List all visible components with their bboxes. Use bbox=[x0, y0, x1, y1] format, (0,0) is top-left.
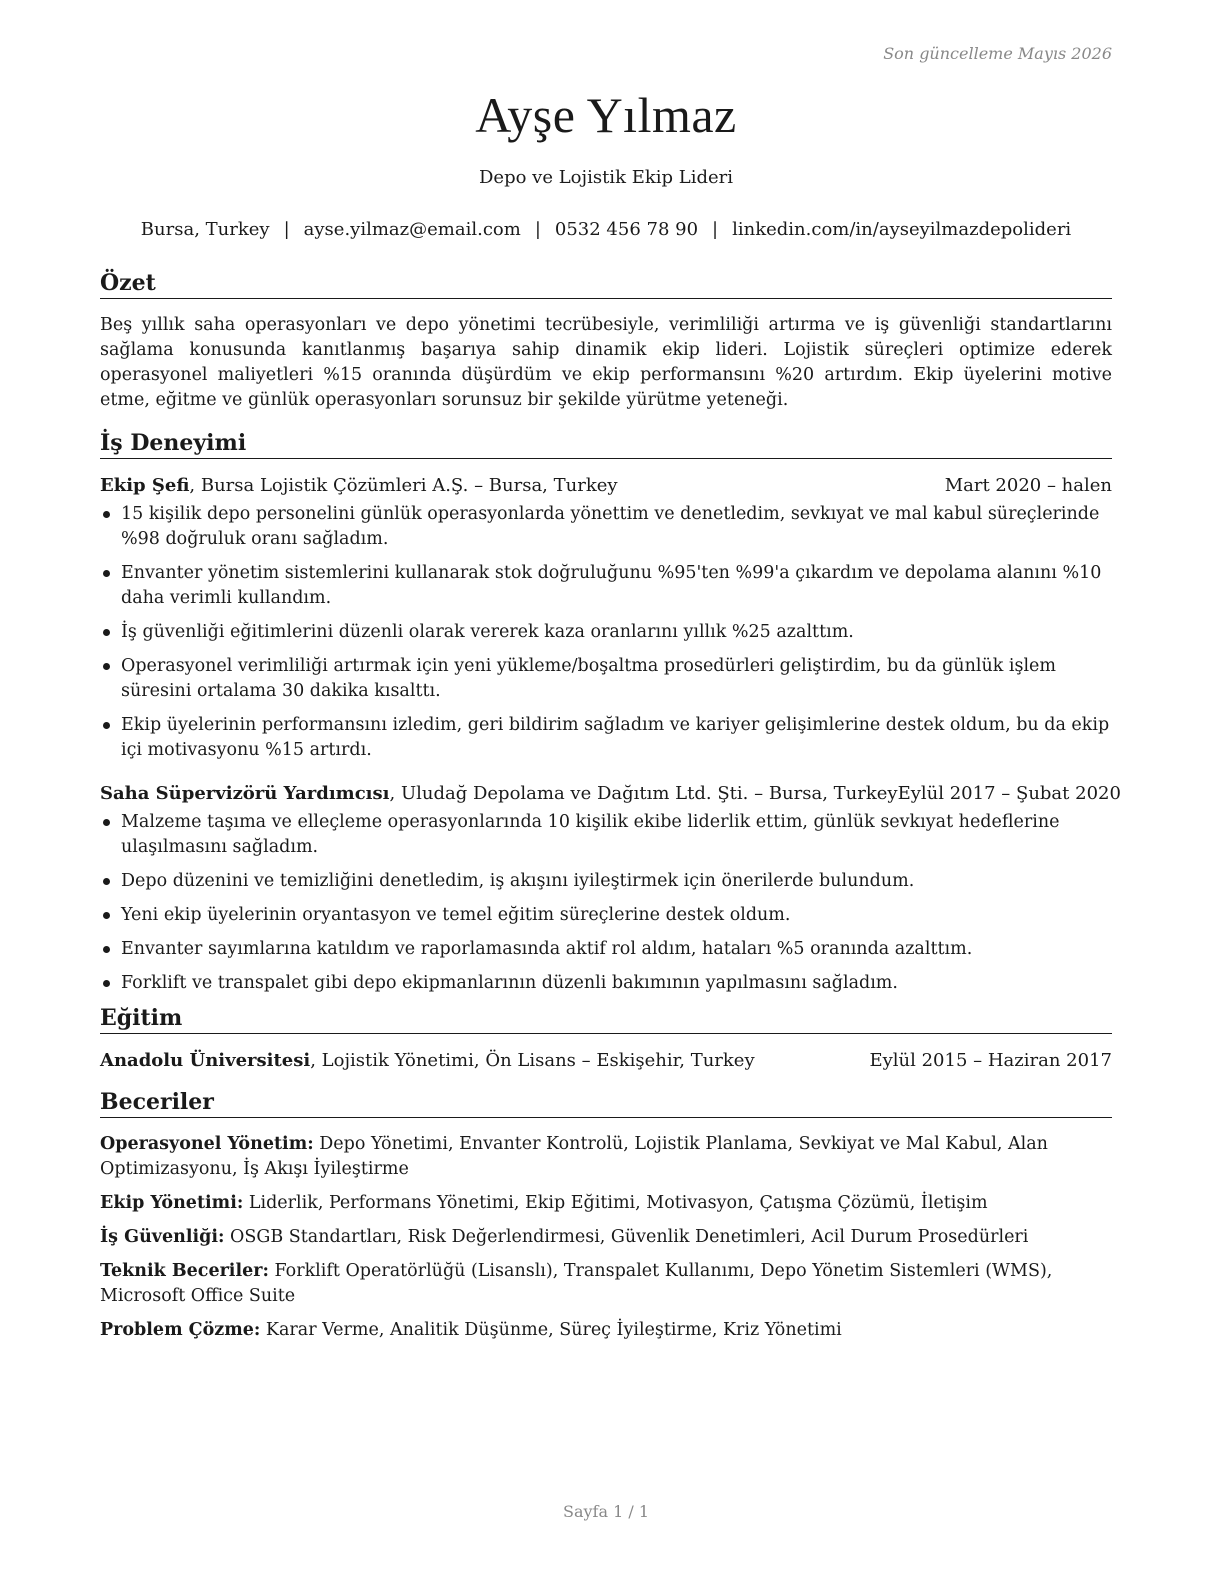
education-entry bbox=[100, 1048, 1112, 1073]
contact-separator: | bbox=[712, 219, 719, 240]
contact-line bbox=[100, 219, 1112, 240]
contact-linkedin[interactable]: linkedin.com/in/ayseyilmazdepolideri bbox=[732, 219, 1072, 240]
summary-text: Beş yıllık saha operasyonları ve depo yönetimi tecrübesiyle, verimliliği artırma ve iş güvenliği standartlarını sağlama konusunda kanıtlanmış başarıya sahip dinamik ekip lideri. Lojistik süreçleri optimize ederek operasyonel maliyetleri %15 oranında düşürdüm ve ekip performansını %20 artırdım. Ekip üyelerini motive etme, eğitme ve günlük operasyonları sorunsuz bir şekilde yürütme yeteneği. bbox=[100, 315, 1112, 410]
job-bullet: Operasyonel verimliliği artırmak için yeni yükleme/boşaltma prosedürleri geliştirdim, bu da günlük işlem süresini ortalama 30 dakika kısalttı. bbox=[100, 654, 1112, 704]
education-heading: Eğitim bbox=[100, 1005, 1112, 1034]
skill-value: Karar Verme, Analitik Düşünme, Süreç İyileştirme, Kriz Yönetimi bbox=[260, 1320, 842, 1340]
contact-separator: | bbox=[534, 219, 541, 240]
contact-location: Bursa, Turkey bbox=[140, 219, 270, 240]
skills-heading: Beceriler bbox=[100, 1089, 1112, 1118]
job-bullet: İş güvenliği eğitimlerini düzenli olarak vererek kaza oranlarını yıllık %25 azalttım. bbox=[100, 620, 1112, 645]
summary-heading: Özet bbox=[100, 270, 1112, 299]
skill-label: Teknik Beceriler: bbox=[100, 1261, 269, 1281]
job-company: , Uludağ Depolama ve Dağıtım Ltd. Şti. – Bursa, Turkey bbox=[389, 783, 898, 804]
job-bullets bbox=[100, 502, 1112, 763]
summary-section bbox=[100, 270, 1112, 413]
job-bullet: Envanter yönetim sistemlerini kullanarak stok doğruluğunu %95'ten %99'a çıkardım ve depolama alanını %10 daha verimli kullandım. bbox=[100, 561, 1112, 611]
job-dates: Mart 2020 – halen bbox=[944, 475, 1112, 496]
job-header bbox=[100, 781, 1121, 806]
page-number: Sayfa 1 / 1 bbox=[562, 1502, 649, 1521]
skill-label: Operasyonel Yönetim: bbox=[100, 1134, 314, 1154]
education-school: Anadolu Üniversitesi bbox=[100, 1050, 311, 1071]
job-bullet: 15 kişilik depo personelini günlük operasyonlarda yönettim ve denetledim, sevkıyat ve mal kabul süreçlerinde %98 doğruluk oranı sağladım. bbox=[100, 502, 1112, 552]
job-bullet: Envanter sayımlarına katıldım ve raporlamasında aktif rol aldım, hataları %5 oranında azalttım. bbox=[100, 937, 1112, 962]
education-details: , Lojistik Yönetimi, Ön Lisans – Eskişehir, Turkey bbox=[310, 1050, 755, 1071]
skill-label: Ekip Yönetimi: bbox=[100, 1193, 244, 1213]
experience-heading: İş Deneyimi bbox=[100, 430, 1112, 459]
skills-list bbox=[100, 1132, 1112, 1343]
job-bullet: Yeni ekip üyelerinin oryantasyon ve temel eğitim süreçlerine destek oldum. bbox=[100, 903, 1112, 928]
skills-section bbox=[100, 1089, 1112, 1352]
experience-section bbox=[100, 430, 1121, 1005]
job-header bbox=[100, 473, 1112, 498]
job-entry bbox=[100, 781, 1121, 996]
skill-value: Forklift Operatörlüğü (Lisanslı), Transpalet Kullanımı, Depo Yönetim Sistemleri (WMS), Microsoft Office Suite bbox=[100, 1261, 1053, 1306]
job-role: Saha Süpervizörü Yardımcısı bbox=[100, 783, 390, 804]
last-updated: Son güncelleme Mayıs 2026 bbox=[883, 44, 1112, 63]
job-bullet: Malzeme taşıma ve elleçleme operasyonlarında 10 kişilik ekibe liderlik ettim, günlük sevkıyat hedeflerine ulaşılmasını sağladım. bbox=[100, 810, 1112, 860]
skill-row bbox=[100, 1132, 1112, 1182]
skill-value: Depo Yönetimi, Envanter Kontrolü, Lojistik Planlama, Sevkiyat ve Mal Kabul, Alan Optimizasyonu, İş Akışı İyileştirme bbox=[100, 1134, 1048, 1179]
skill-row bbox=[100, 1225, 1112, 1250]
education-dates: Eylül 2015 – Haziran 2017 bbox=[869, 1050, 1112, 1071]
job-dates: Eylül 2017 – Şubat 2020 bbox=[897, 783, 1121, 804]
skill-row bbox=[100, 1191, 1112, 1216]
skill-row bbox=[100, 1318, 1112, 1343]
education-section bbox=[100, 1005, 1112, 1073]
contact-email[interactable]: ayse.yilmaz@email.com bbox=[303, 219, 521, 240]
job-bullet: Ekip üyelerinin performansını izledim, geri bildirim sağladım ve kariyer gelişimlerine destek oldum, bu da ekip içi motivasyonu %15 artırdı. bbox=[100, 713, 1112, 763]
skill-label: İş Güvenliği: bbox=[100, 1227, 225, 1247]
contact-phone: 0532 456 78 90 bbox=[554, 219, 699, 240]
skill-value: Liderlik, Performans Yönetimi, Ekip Eğitimi, Motivasyon, Çatışma Çözümü, İletişim bbox=[243, 1193, 988, 1213]
candidate-name: Ayşe Yılmaz bbox=[475, 87, 737, 143]
job-bullets bbox=[100, 810, 1112, 996]
job-role: Ekip Şefi bbox=[100, 475, 190, 496]
job-entry bbox=[100, 473, 1112, 763]
job-bullet: Forklift ve transpalet gibi depo ekipmanlarının düzenli bakımının yapılmasını sağladım. bbox=[100, 971, 1112, 996]
candidate-title: Depo ve Lojistik Ekip Lideri bbox=[479, 167, 733, 188]
skill-row bbox=[100, 1259, 1112, 1309]
job-company: , Bursa Lojistik Çözümleri A.Ş. – Bursa, Turkey bbox=[189, 475, 618, 496]
contact-separator: | bbox=[283, 219, 290, 240]
skill-value: OSGB Standartları, Risk Değerlendirmesi, Güvenlik Denetimleri, Acil Durum Prosedürleri bbox=[224, 1227, 1029, 1247]
skill-label: Problem Çözme: bbox=[100, 1320, 261, 1340]
job-bullet: Depo düzenini ve temizliğini denetledim, iş akışını iyileştirmek için önerilerde bulundum. bbox=[100, 869, 1112, 894]
